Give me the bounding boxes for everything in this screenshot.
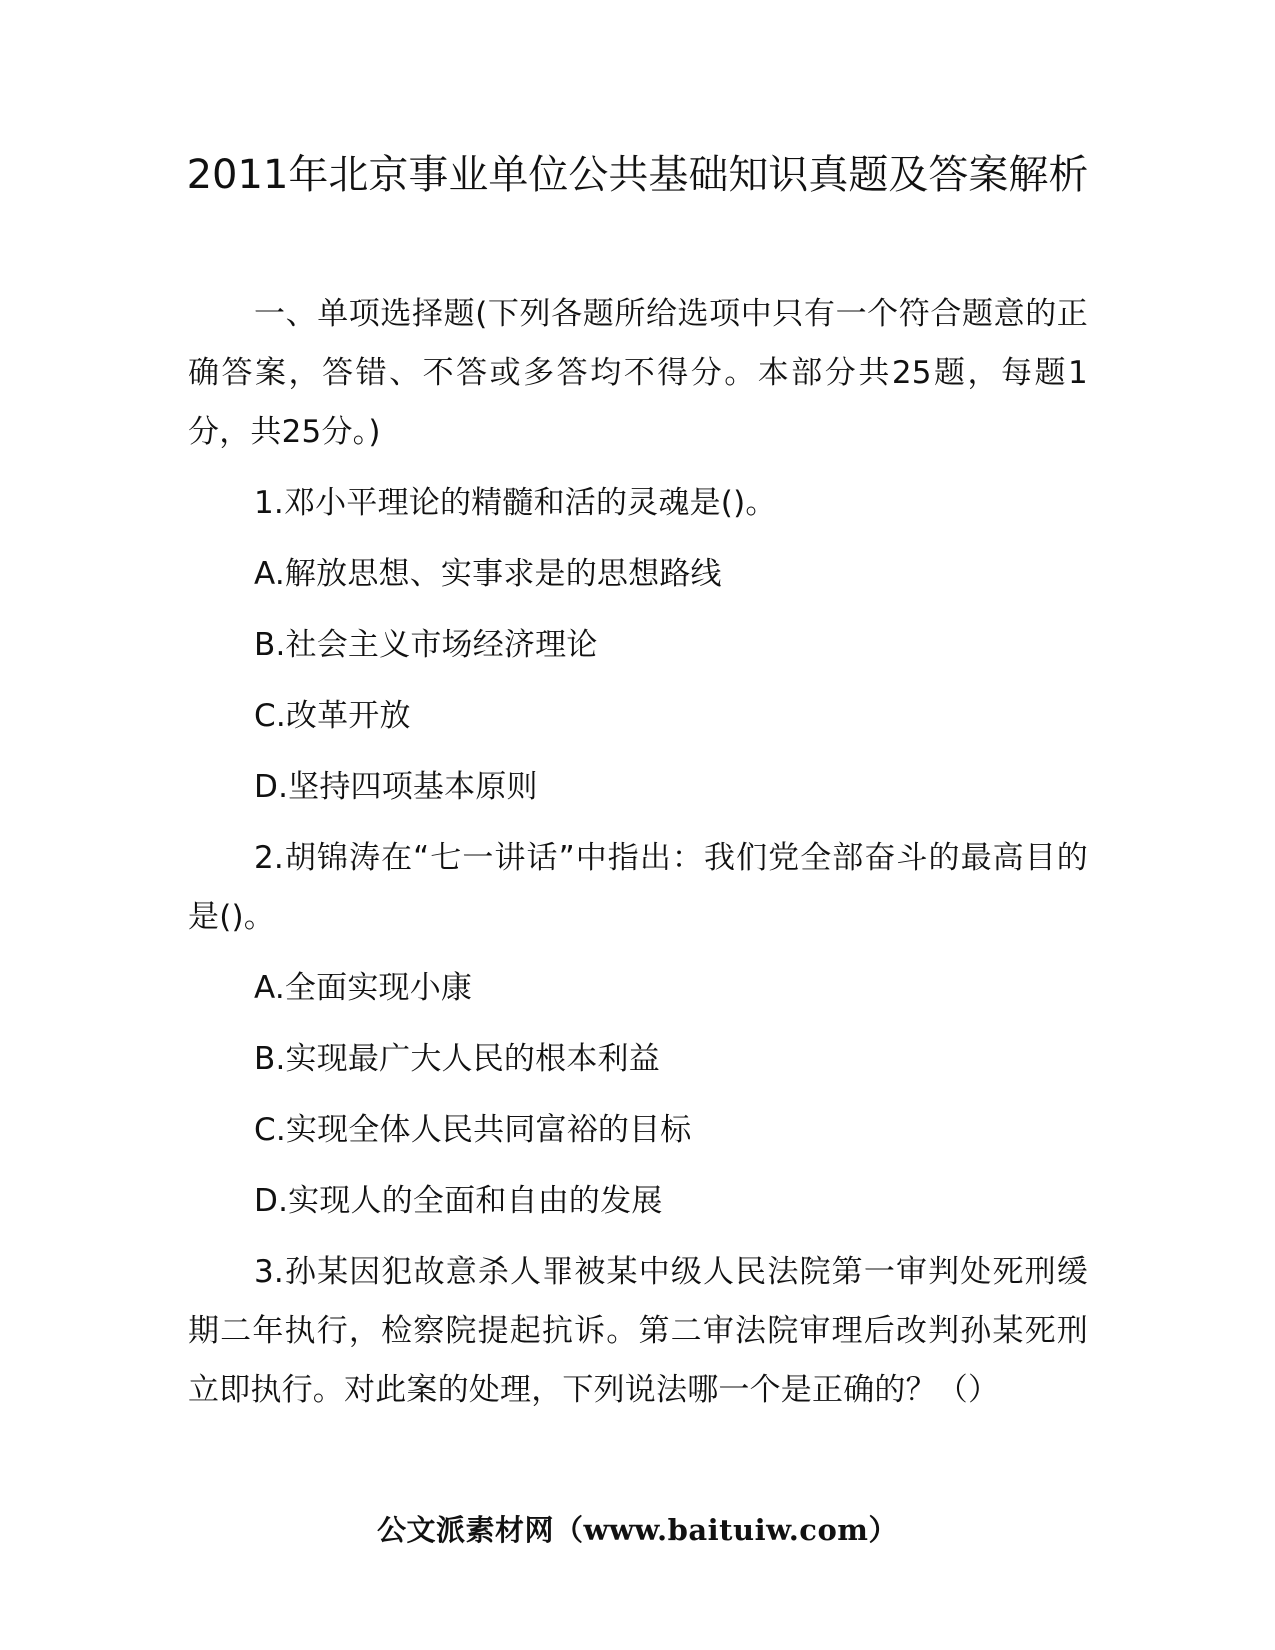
question-1-option-a: A.解放思想、实事求是的思想路线	[254, 556, 722, 592]
section-instructions: 一、单项选择题(下列各题所给选项中只有一个符合题意的正确答案，答错、不答或多答均不得分。本部分共25题，每题1分，共25分。)	[188, 296, 1088, 450]
question-1-option-c: C.改革开放	[254, 698, 411, 734]
question-2: 2.胡锦涛在“七一讲话”中指出：我们党全部奋斗的最高目的是()。	[188, 840, 1088, 935]
question-2-option-c: C.实现全体人民共同富裕的目标	[254, 1112, 692, 1148]
question-1-option-b: B.社会主义市场经济理论	[254, 627, 598, 663]
question-1-option-d: D.坚持四项基本原则	[254, 769, 538, 805]
question-2-option-b: B.实现最广大人民的根本利益	[254, 1041, 660, 1077]
question-2-option-d: D.实现人的全面和自由的发展	[254, 1183, 663, 1219]
document-body	[188, 285, 1088, 1432]
document-title: 2011年北京事业单位公共基础知识真题及答案解析	[186, 152, 1089, 198]
question-3: 3.孙某因犯故意杀人罪被某中级人民法院第一审判处死刑缓期二年执行，检察院提起抗诉。第二审法院审理后改判孙某死刑立即执行。对此案的处理，下列说法哪一个是正确的？（）	[188, 1254, 1088, 1408]
question-2-option-a: A.全面实现小康	[254, 970, 473, 1006]
page-footer: 公文派素材网（www.baituiw.com）	[377, 1513, 898, 1547]
question-1: 1.邓小平理论的精髓和活的灵魂是()。	[254, 485, 777, 521]
